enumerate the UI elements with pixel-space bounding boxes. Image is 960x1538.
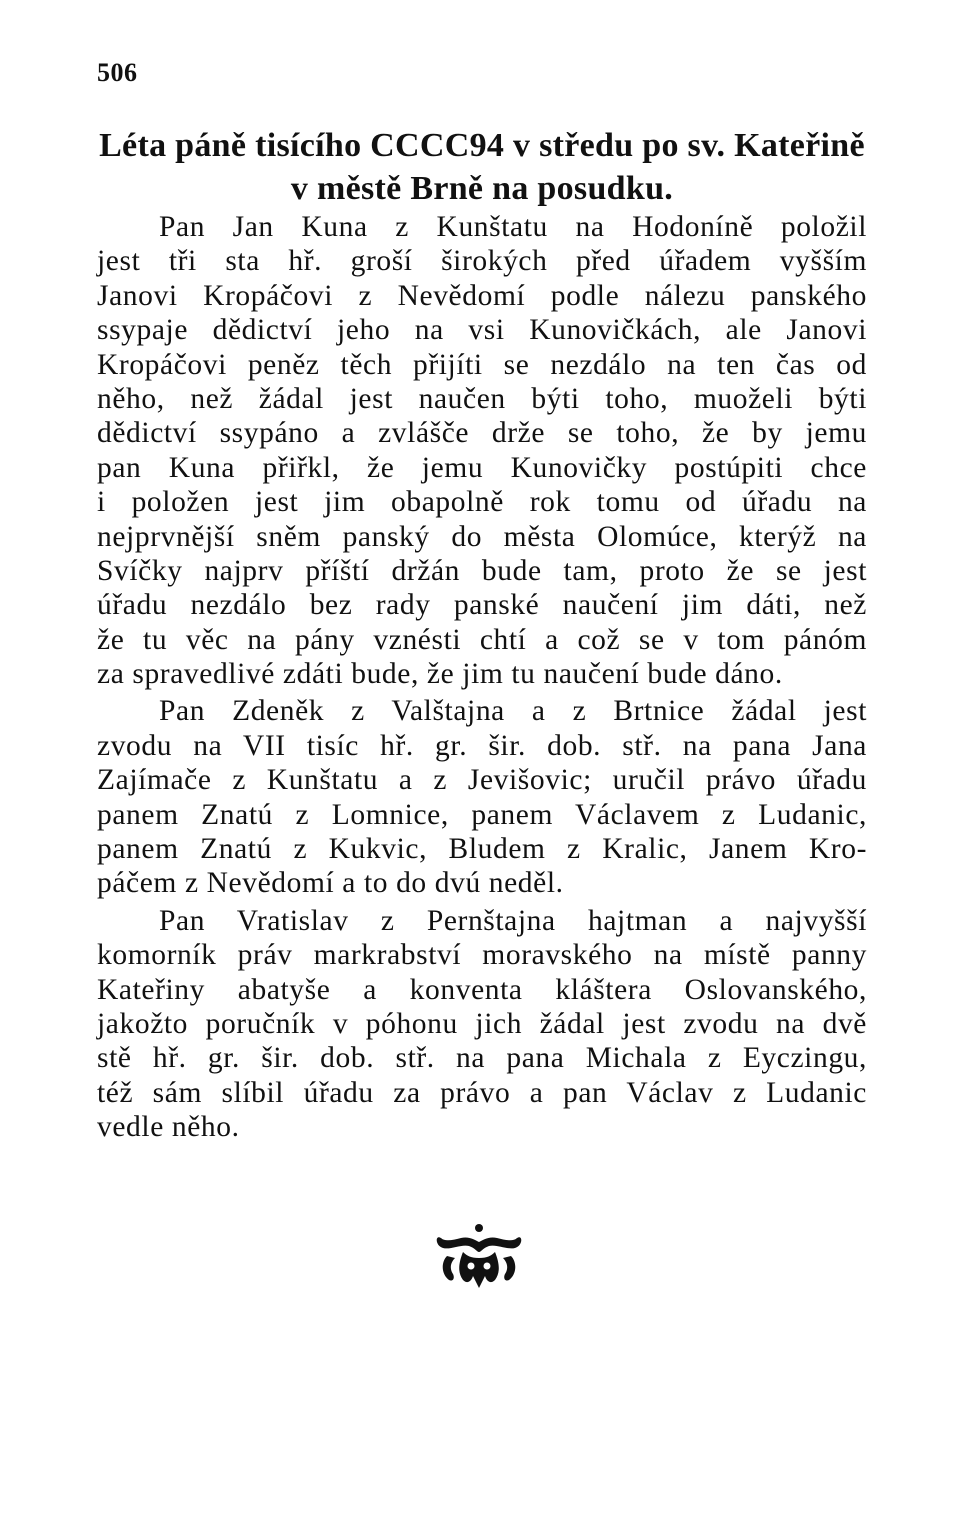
heading-line-2: v městě Brně na posudku.	[290, 170, 674, 207]
text-line: Janovi Kropáčovi z Nevědomí podle nálezu panského	[97, 279, 867, 312]
body-text	[97, 210, 867, 1148]
text-line: pan Kuna přiřkl, že jemu Kunovičky postúpiti chce	[97, 451, 867, 484]
text-line: úřadu nezdálo bez rady panské naučení jim dáti, než	[97, 589, 867, 622]
text-line: stě hř. gr. šir. dob. stř. na pana Michala z Eyczingu,	[97, 1042, 867, 1075]
text-line: ssypaje dědictví jeho na vsi Kunovičkách, ale Janovi	[97, 314, 867, 347]
text-line: nejprvnější sněm panský do města Olomúce, kterýž na	[97, 520, 867, 553]
text-line: za spravedlivé zdáti bude, že jim tu naučení bude dáno.	[97, 658, 783, 691]
text-line: i položen jest jim obapolně rok tomu od úřadu na	[97, 486, 867, 519]
text-line: něho, než žádal jest naučen býti toho, muoželi býti	[97, 382, 867, 415]
paragraph	[97, 210, 867, 691]
text-line: Kropáčovi peněz těch přijíti se nezdálo na ten čas od	[97, 348, 867, 381]
text-line: vedle něho.	[97, 1111, 240, 1144]
text-line: páčem z Nevědomí a to do dvú neděl.	[97, 867, 564, 900]
text-line: Zajímače z Kunštatu a z Jevišovic; uručil právo úřadu	[97, 764, 867, 797]
text-line: Pan Vratislav z Pernštajna hajtman a najvyšší	[159, 904, 867, 937]
text-line: zvodu na VII tisíc hř. gr. šir. dob. stř. na pana Jana	[97, 729, 867, 762]
heading-line-1: Léta páně tisícího CCCC94 v středu po sv. Kateřině	[99, 127, 865, 164]
text-line: panem Znatú z Lomnice, panem Václavem z Ludanic,	[97, 798, 867, 831]
text-line: Svíčky najprv příští držán bude tam, proto že se jest	[97, 554, 867, 587]
text-line: panem Znatú z Kukvic, Bludem z Kralic, Janem Kro-	[97, 833, 867, 866]
paragraph	[97, 904, 867, 1145]
text-line: dědictví ssypáno a zvlášče drže se toho, že by jemu	[97, 417, 867, 450]
text-line: Pan Jan Kuna z Kunštatu na Hodoníně položil	[159, 211, 867, 243]
text-line: též sám slíbil úřadu za právo a pan Václav z Ludanic	[97, 1076, 867, 1109]
text-line: jakožto poručník v póhonu jich žádal jest zvodu na dvě	[97, 1007, 867, 1040]
page-number: 506	[97, 58, 138, 87]
text-line: komorník práv markrabství moravského na místě panny	[97, 939, 867, 972]
text-line: jest tři sta hř. groší širokých před úřadem vyšším	[97, 245, 867, 278]
section-heading	[97, 124, 867, 210]
text-line: Kateřiny abatyše a konventa kláštera Oslovanského,	[97, 973, 867, 1006]
text-line: že tu věc na pány vznésti chtí a což se v tom pánóm	[97, 623, 867, 656]
text-line: Pan Zdeněk z Valštajna a z Brtnice žádal jest	[159, 695, 867, 728]
paragraph	[97, 694, 867, 900]
printer-ornament-icon	[433, 1222, 525, 1294]
